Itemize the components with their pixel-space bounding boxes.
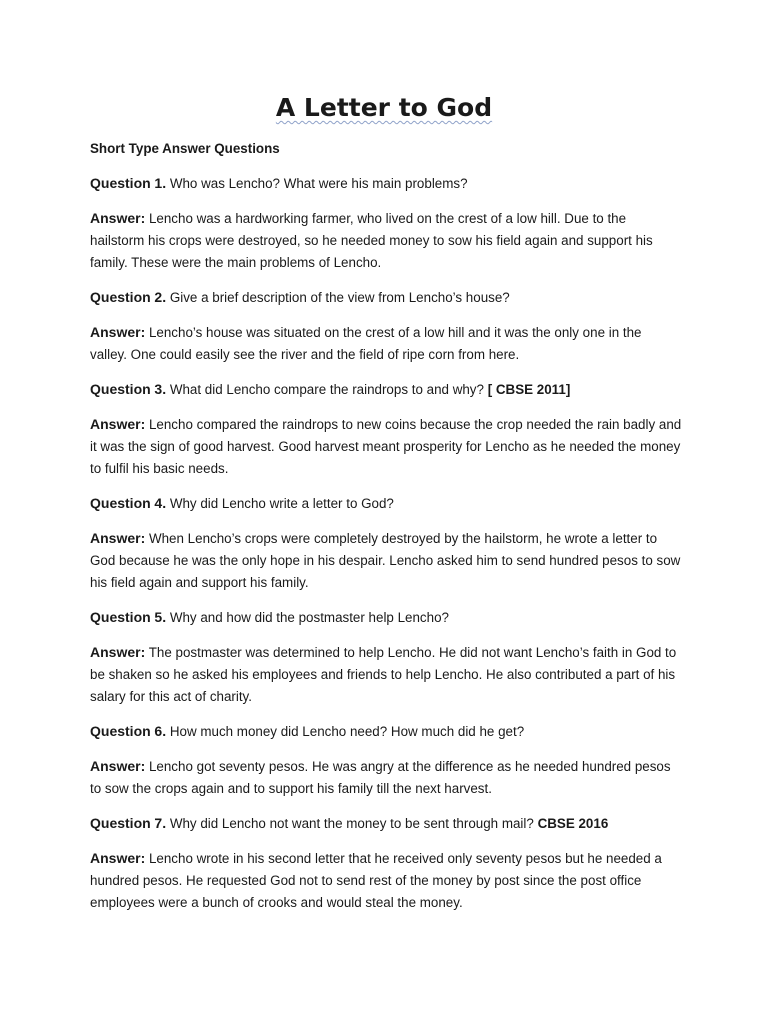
question-number: 3. [154,381,167,397]
page-title-text: A Letter to God [275,93,493,122]
question-text: How much money did Lencho need? How much did he get? [169,724,525,739]
page-title [0,90,768,126]
answer-paragraph [90,413,682,480]
answer-label: Answer: [90,530,146,546]
question-text: Why and how did the postmaster help Lencho? [169,610,449,625]
question-paragraph [90,812,682,835]
question-label: Question [90,815,151,831]
answer-paragraph [90,847,682,914]
question-label: Question [90,175,151,191]
question-text: Give a brief description of the view from Lencho’s house? [169,290,510,305]
question-label: Question [90,381,151,397]
question-number: 7. [154,815,167,831]
answer-text: Lencho’s house was situated on the crest of a low hill and it was the only one in the valley. One could easily see the river and the field of ripe corn from here. [90,325,642,362]
question-source-tag: CBSE 2016 [537,816,609,831]
question-number: 5. [154,609,167,625]
question-label: Question [90,723,151,739]
answer-paragraph [90,641,682,708]
answer-label: Answer: [90,210,146,226]
answer-label: Answer: [90,850,146,866]
document-body [90,138,682,926]
question-number: 2. [154,289,167,305]
answer-paragraph [90,321,682,366]
answer-label: Answer: [90,758,146,774]
answer-label: Answer: [90,324,146,340]
question-paragraph [90,492,682,515]
question-paragraph [90,720,682,743]
question-paragraph [90,286,682,309]
answer-text: Lencho compared the raindrops to new coins because the crop needed the rain badly and it was the sign of good harvest. Good harvest meant prosperity for Lencho as he needed the money to fulfil his basic needs. [90,417,682,476]
qa-list [90,172,682,914]
answer-text: Lencho wrote in his second letter that he received only seventy pesos but he needed a hundred pesos. He requested God not to send rest of the money by post since the post office employees were a bunch of crooks and would steal the money. [90,851,662,910]
question-label: Question [90,289,151,305]
question-paragraph [90,606,682,629]
question-number: 4. [154,495,167,511]
answer-text: Lencho was a hardworking farmer, who lived on the crest of a low hill. Due to the hailstorm his crops were destroyed, so he needed money to sow his field again and support his family. These were the main problems of Lencho. [90,211,653,270]
answer-paragraph [90,527,682,594]
question-label: Question [90,609,151,625]
answer-paragraph [90,207,682,274]
answer-paragraph [90,755,682,800]
question-text: Why did Lencho not want the money to be sent through mail? [169,816,534,831]
question-number: 1. [154,175,167,191]
answer-text: Lencho got seventy pesos. He was angry at the difference as he needed hundred pesos to sow the crops again and to support his family till the next harvest. [90,759,671,796]
question-number: 6. [154,723,167,739]
question-text: Who was Lencho? What were his main problems? [169,176,468,191]
answer-label: Answer: [90,644,146,660]
answer-label: Answer: [90,416,146,432]
question-text: Why did Lencho write a letter to God? [169,496,394,511]
question-source-tag: [ CBSE 2011] [487,382,571,397]
answer-text: When Lencho’s crops were completely destroyed by the hailstorm, he wrote a letter to God because he was the only hope in his despair. Lencho asked him to send hundred pesos to sow his field again and support his family. [90,531,681,590]
question-paragraph [90,172,682,195]
question-label: Question [90,495,151,511]
answer-text: The postmaster was determined to help Lencho. He did not want Lencho’s faith in God to be shaken so he asked his employees and friends to help Lencho. He also contributed a part of his salary for this act of charity. [90,645,677,704]
question-paragraph [90,378,682,401]
question-text: What did Lencho compare the raindrops to and why? [169,382,484,397]
section-heading: Short Type Answer Questions [90,141,280,156]
